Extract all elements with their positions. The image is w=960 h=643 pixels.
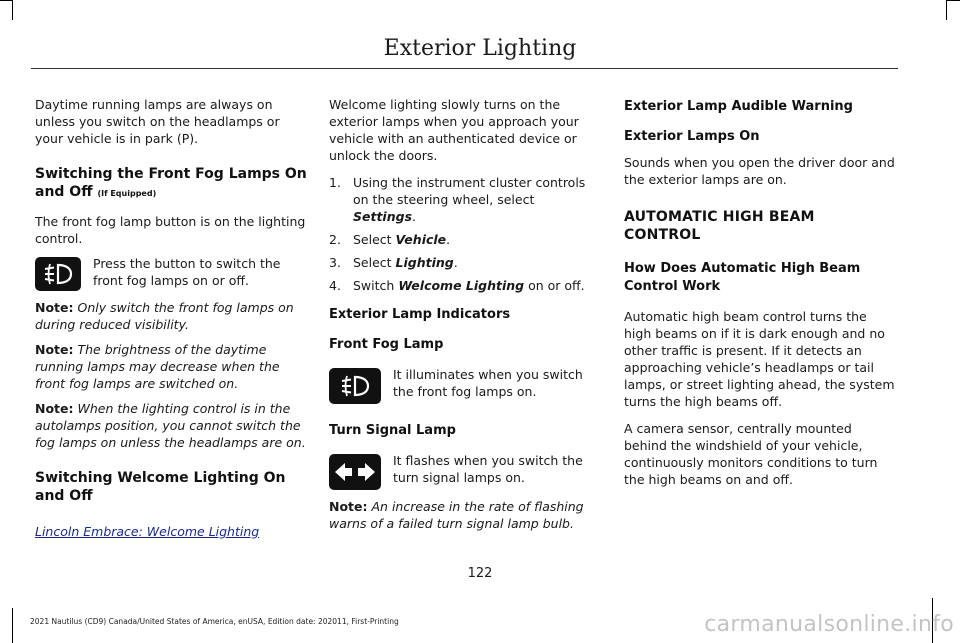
step-number: 3.: [329, 255, 341, 270]
if-equipped-tag: (If Equipped): [97, 189, 157, 198]
welcome-lighting-heading: Switching Welcome Lighting On and Off: [35, 470, 286, 504]
step-em: Lighting: [395, 255, 454, 270]
step-pre: Using the instrument cluster controls on the steering wheel, select: [353, 175, 586, 207]
fog-button-row: [35, 255, 307, 291]
note-body: Only switch the front fog lamps on during reduced visibility.: [35, 300, 294, 332]
lamps-on-text: Sounds when you open the driver door and the exterior lamps are on.: [624, 155, 895, 187]
fog-lamp-heading: Front Fog Lamp: [329, 337, 444, 352]
turn-signal-icon: [329, 454, 381, 490]
step-em: Welcome Lighting: [398, 278, 525, 293]
turn-signal-note: [329, 498, 601, 532]
welcome-intro: Welcome lighting slowly turns on the exterior lamps when you approach your vehicle with an authenticated device or unlock the doors.: [329, 97, 579, 163]
step-post: on or off.: [524, 278, 585, 293]
fog-lamps-heading: [35, 165, 307, 203]
note-body: The brightness of the daytime running lamps may decrease when the front fog lamps are switched on.: [35, 342, 280, 391]
note-label: Note:: [35, 342, 74, 357]
steps-list: [329, 174, 601, 294]
note-2: [35, 341, 307, 392]
ahb-paragraph-1: Automatic high beam control turns the high beams on if it is dark enough and no other traffic is present. If it detects an approaching vehicle’s headlamps or tail lamps, or street lighting ahead, the system turns the high beams off.: [624, 309, 895, 409]
step-pre: Select: [353, 255, 396, 270]
crop-mark: [946, 0, 947, 20]
header-rule: [31, 68, 898, 69]
intro-paragraph: Daytime running lamps are always on unless you switch on the headlamps or your vehicle is in park (P).: [35, 97, 280, 146]
note-3: [35, 400, 307, 451]
ahb-paragraph-2: A camera sensor, centrally mounted behind the windshield of your vehicle, continuously monitors conditions to turn the high beams on and off.: [624, 421, 878, 487]
note-1: [35, 299, 307, 333]
column-right: [624, 96, 896, 488]
page-number: 122: [467, 566, 493, 581]
step-em: Settings: [353, 209, 413, 224]
list-item: [329, 174, 601, 225]
turn-signal-text: It flashes when you switch the turn signal lamps on.: [393, 453, 583, 485]
turn-signal-glyph: [335, 461, 375, 483]
column-left: [35, 96, 307, 540]
how-ahb-works-heading: How Does Automatic High Beam Control Work: [624, 261, 861, 294]
crop-mark: [946, 0, 960, 1]
step-number: 2.: [329, 232, 341, 247]
fog-lamp-indicator-row: [329, 366, 601, 404]
step-text: [353, 174, 601, 225]
turn-signal-row: [329, 452, 601, 490]
note-label: Note:: [35, 401, 74, 416]
front-fog-lamp-glyph: [338, 373, 372, 399]
step-post: .: [446, 232, 451, 247]
crop-mark: [12, 0, 13, 20]
lamps-on-heading: Exterior Lamps On: [624, 129, 760, 144]
step-pre: Switch: [353, 278, 399, 293]
list-item: [329, 277, 601, 294]
step-post: .: [412, 209, 416, 224]
edition-footer: 2021 Nautilus (CD9) Canada/United States of America, enUSA, Edition date: 202011, First-Printing: [30, 617, 399, 626]
fog-lamps-text: The front fog lamp button is on the lighting control.: [35, 214, 306, 246]
step-pre: Select: [353, 232, 396, 247]
crop-mark: [12, 608, 13, 643]
front-fog-lamp-icon: [35, 257, 81, 291]
note-label: Note:: [329, 499, 368, 514]
step-text: [353, 231, 601, 248]
fog-button-text: Press the button to switch the front fog lamps on or off.: [93, 256, 281, 288]
watermark: carmanualsonline.info: [704, 612, 954, 637]
step-post: .: [453, 255, 458, 270]
note-label: Note:: [35, 300, 74, 315]
step-number: 4.: [329, 278, 341, 293]
note-body: When the lighting control is in the autolamps position, you cannot switch the fog lamps on unless the headlamps are on.: [35, 401, 306, 450]
ahb-heading: AUTOMATIC HIGH BEAM CONTROL: [624, 209, 815, 243]
welcome-lighting-link[interactable]: Lincoln Embrace: Welcome Lighting: [35, 524, 260, 539]
crop-mark: [0, 0, 12, 1]
front-fog-lamp-icon: [329, 368, 381, 404]
note-body: An increase in the rate of flashing warns of a failed turn signal lamp bulb.: [329, 499, 584, 531]
step-em: Vehicle: [395, 232, 447, 247]
fog-lamp-indicator-text: It illuminates when you switch the front fog lamps on.: [393, 367, 583, 399]
list-item: [329, 254, 601, 271]
indicators-heading: Exterior Lamp Indicators: [329, 307, 511, 322]
fog-lamps-heading-text: Switching the Front Fog Lamps On and Off: [35, 166, 307, 200]
step-number: 1.: [329, 175, 341, 190]
step-text: [353, 277, 601, 294]
step-text: [353, 254, 601, 271]
column-middle: [329, 96, 601, 532]
audible-warning-heading: Exterior Lamp Audible Warning: [624, 99, 853, 114]
front-fog-lamp-glyph: [41, 261, 75, 287]
list-item: [329, 231, 601, 248]
turn-signal-heading: Turn Signal Lamp: [329, 423, 456, 438]
page-title: Exterior Lighting: [383, 36, 577, 61]
